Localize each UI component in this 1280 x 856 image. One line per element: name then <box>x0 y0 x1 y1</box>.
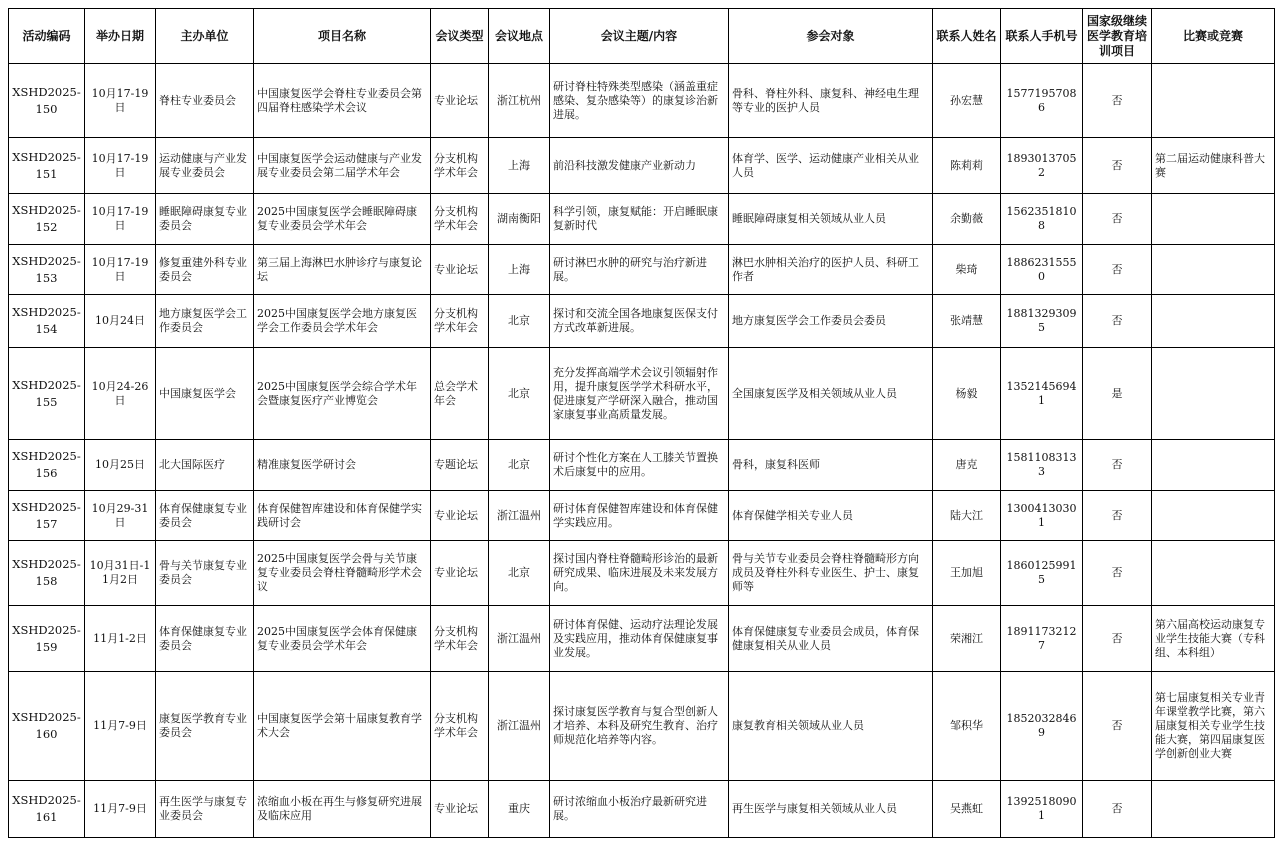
cell-contest <box>1152 64 1275 138</box>
cell-place: 重庆 <box>489 781 550 838</box>
cell-name: 2025中国康复医学会睡眠障碍康复专业委员会学术年会 <box>254 194 431 245</box>
cell-phone: 18862315550 <box>1001 245 1083 295</box>
cell-name: 2025中国康复医学会体育保健康复专业委员会学术年会 <box>254 606 431 672</box>
cell-name: 精准康复医学研讨会 <box>254 440 431 491</box>
cell-org: 脊柱专业委员会 <box>156 64 254 138</box>
table-row <box>9 541 1275 606</box>
header-place: 会议地点 <box>489 9 550 64</box>
cell-audience: 体育保健学相关专业人员 <box>729 491 933 541</box>
cell-type: 专业论坛 <box>431 491 489 541</box>
cell-code: XSHD2025-161 <box>9 781 85 838</box>
cell-name: 中国康复医学会脊柱专业委员会第四届脊柱感染学术会议 <box>254 64 431 138</box>
cell-code: XSHD2025-156 <box>9 440 85 491</box>
table-row <box>9 348 1275 440</box>
cell-topic: 探讨康复医学教育与复合型创新人才培养、本科及研究生教育、治疗师规范化培养等内容。 <box>550 672 729 781</box>
cell-audience: 骨科，康复科医师 <box>729 440 933 491</box>
table-row <box>9 672 1275 781</box>
cell-cme: 否 <box>1083 672 1152 781</box>
cell-org: 康复医学教育专业委员会 <box>156 672 254 781</box>
cell-type: 总会学术年会 <box>431 348 489 440</box>
cell-place: 北京 <box>489 440 550 491</box>
cell-contest: 第七届康复相关专业青年课堂教学比赛，第六届康复相关专业学生技能大赛，第四届康复医学创新创业大赛 <box>1152 672 1275 781</box>
cell-date: 10月29-31日 <box>85 491 156 541</box>
cell-topic: 探讨国内脊柱脊髓畸形诊治的最新研究成果、临床进展及未来发展方向。 <box>550 541 729 606</box>
cell-audience: 再生医学与康复相关领域从业人员 <box>729 781 933 838</box>
cell-code: XSHD2025-151 <box>9 138 85 194</box>
cell-contact: 陈莉莉 <box>933 138 1001 194</box>
table-row <box>9 194 1275 245</box>
cell-code: XSHD2025-152 <box>9 194 85 245</box>
cell-name: 2025中国康复医学会骨与关节康复专业委员会脊柱脊髓畸形学术会议 <box>254 541 431 606</box>
cell-phone: 13925180901 <box>1001 781 1083 838</box>
cell-type: 专业论坛 <box>431 64 489 138</box>
cell-code: XSHD2025-150 <box>9 64 85 138</box>
cell-topic: 研讨体育保健、运动疗法理论发展及实践应用，推动体育保健康复事业发展。 <box>550 606 729 672</box>
cell-audience: 骨科、脊柱外科、康复科、神经电生理等专业的医护人员 <box>729 64 933 138</box>
cell-topic: 研讨浓缩血小板治疗最新研究进展。 <box>550 781 729 838</box>
header-cme: 国家级继续医学教育培训项目 <box>1083 9 1152 64</box>
cell-type: 专业论坛 <box>431 781 489 838</box>
cell-cme: 否 <box>1083 194 1152 245</box>
cell-contest: 第六届高校运动康复专业学生技能大赛（专科组、本科组） <box>1152 606 1275 672</box>
cell-org: 再生医学与康复专业委员会 <box>156 781 254 838</box>
cell-code: XSHD2025-153 <box>9 245 85 295</box>
cell-cme: 是 <box>1083 348 1152 440</box>
cell-place: 北京 <box>489 348 550 440</box>
activity-table <box>8 8 1275 838</box>
cell-phone: 18520328469 <box>1001 672 1083 781</box>
cell-cme: 否 <box>1083 491 1152 541</box>
table-wrapper <box>8 8 1275 838</box>
cell-phone: 13004130301 <box>1001 491 1083 541</box>
cell-contact: 荣湘江 <box>933 606 1001 672</box>
cell-date: 11月7-9日 <box>85 781 156 838</box>
cell-contest <box>1152 245 1275 295</box>
cell-contest <box>1152 295 1275 348</box>
cell-type: 分支机构学术年会 <box>431 606 489 672</box>
table-row <box>9 781 1275 838</box>
cell-phone: 18601259915 <box>1001 541 1083 606</box>
cell-code: XSHD2025-157 <box>9 491 85 541</box>
cell-org: 中国康复医学会 <box>156 348 254 440</box>
cell-name: 体育保健智库建设和体育保健学实践研讨会 <box>254 491 431 541</box>
cell-contest <box>1152 348 1275 440</box>
cell-topic: 充分发挥高端学术会议引领辐射作用，提升康复医学学术科研水平，促进康复产学研深入融合，推动国家康复事业高质量发展。 <box>550 348 729 440</box>
cell-code: XSHD2025-155 <box>9 348 85 440</box>
header-topic: 会议主题/内容 <box>550 9 729 64</box>
cell-date: 10月24-26日 <box>85 348 156 440</box>
cell-contact: 余勤薇 <box>933 194 1001 245</box>
header-type: 会议类型 <box>431 9 489 64</box>
table-row <box>9 138 1275 194</box>
cell-date: 10月24日 <box>85 295 156 348</box>
cell-phone: 15623518108 <box>1001 194 1083 245</box>
cell-contact: 王加旭 <box>933 541 1001 606</box>
cell-name: 第三届上海淋巴水肿诊疗与康复论坛 <box>254 245 431 295</box>
cell-date: 10月31日-11月2日 <box>85 541 156 606</box>
cell-name: 中国康复医学会运动健康与产业发展专业委员会第二届学术年会 <box>254 138 431 194</box>
cell-topic: 探讨和交流全国各地康复医保支付方式改革新进展。 <box>550 295 729 348</box>
header-audience: 参会对象 <box>729 9 933 64</box>
cell-name: 2025中国康复医学会综合学术年会暨康复医疗产业博览会 <box>254 348 431 440</box>
cell-cme: 否 <box>1083 606 1152 672</box>
cell-name: 中国康复医学会第十届康复教育学术大会 <box>254 672 431 781</box>
cell-org: 北大国际医疗 <box>156 440 254 491</box>
header-row <box>9 9 1275 64</box>
cell-code: XSHD2025-159 <box>9 606 85 672</box>
cell-contact: 唐克 <box>933 440 1001 491</box>
cell-contest <box>1152 781 1275 838</box>
cell-place: 浙江温州 <box>489 491 550 541</box>
cell-org: 体育保健康复专业委员会 <box>156 606 254 672</box>
cell-audience: 康复教育相关领域从业人员 <box>729 672 933 781</box>
table-row <box>9 491 1275 541</box>
header-code: 活动编码 <box>9 9 85 64</box>
cell-phone: 15811083133 <box>1001 440 1083 491</box>
cell-phone: 18930137052 <box>1001 138 1083 194</box>
cell-contest <box>1152 491 1275 541</box>
cell-type: 分支机构学术年会 <box>431 138 489 194</box>
cell-topic: 前沿科技激发健康产业新动力 <box>550 138 729 194</box>
cell-topic: 研讨体育保健智库建设和体育保健学实践应用。 <box>550 491 729 541</box>
cell-audience: 淋巴水肿相关治疗的医护人员、科研工作者 <box>729 245 933 295</box>
table-row <box>9 295 1275 348</box>
cell-contact: 张靖慧 <box>933 295 1001 348</box>
cell-contest <box>1152 541 1275 606</box>
cell-date: 10月17-19日 <box>85 64 156 138</box>
cell-audience: 地方康复医学会工作委员会委员 <box>729 295 933 348</box>
cell-cme: 否 <box>1083 64 1152 138</box>
table-body <box>9 64 1275 838</box>
cell-audience: 体育学、医学、运动健康产业相关从业人员 <box>729 138 933 194</box>
header-name: 项目名称 <box>254 9 431 64</box>
header-contact: 联系人姓名 <box>933 9 1001 64</box>
cell-place: 北京 <box>489 295 550 348</box>
cell-date: 10月25日 <box>85 440 156 491</box>
header-org: 主办单位 <box>156 9 254 64</box>
cell-audience: 骨与关节专业委员会脊柱脊髓畸形方向成员及脊柱外科专业医生、护士、康复师等 <box>729 541 933 606</box>
cell-org: 修复重建外科专业委员会 <box>156 245 254 295</box>
cell-contact: 杨毅 <box>933 348 1001 440</box>
cell-org: 体育保健康复专业委员会 <box>156 491 254 541</box>
header-date: 举办日期 <box>85 9 156 64</box>
cell-contest: 第二届运动健康科普大赛 <box>1152 138 1275 194</box>
cell-code: XSHD2025-154 <box>9 295 85 348</box>
cell-type: 分支机构学术年会 <box>431 295 489 348</box>
cell-date: 10月17-19日 <box>85 194 156 245</box>
cell-name: 2025中国康复医学会地方康复医学会工作委员会学术年会 <box>254 295 431 348</box>
cell-phone: 15771957086 <box>1001 64 1083 138</box>
cell-place: 上海 <box>489 245 550 295</box>
cell-phone: 13521456941 <box>1001 348 1083 440</box>
cell-place: 浙江杭州 <box>489 64 550 138</box>
cell-type: 专业论坛 <box>431 245 489 295</box>
cell-audience: 体育保健康复专业委员会成员，体育保健康复相关从业人员 <box>729 606 933 672</box>
cell-type: 专业论坛 <box>431 541 489 606</box>
cell-topic: 研讨个性化方案在人工膝关节置换术后康复中的应用。 <box>550 440 729 491</box>
cell-phone: 18911732127 <box>1001 606 1083 672</box>
cell-contest <box>1152 440 1275 491</box>
cell-code: XSHD2025-160 <box>9 672 85 781</box>
cell-place: 湖南衡阳 <box>489 194 550 245</box>
cell-place: 浙江温州 <box>489 606 550 672</box>
cell-contact: 吴燕虹 <box>933 781 1001 838</box>
cell-type: 专题论坛 <box>431 440 489 491</box>
cell-contest <box>1152 194 1275 245</box>
cell-cme: 否 <box>1083 440 1152 491</box>
cell-date: 11月7-9日 <box>85 672 156 781</box>
cell-audience: 全国康复医学及相关领域从业人员 <box>729 348 933 440</box>
cell-place: 北京 <box>489 541 550 606</box>
cell-date: 11月1-2日 <box>85 606 156 672</box>
cell-org: 运动健康与产业发展专业委员会 <box>156 138 254 194</box>
cell-topic: 研讨淋巴水肿的研究与治疗新进展。 <box>550 245 729 295</box>
cell-type: 分支机构学术年会 <box>431 672 489 781</box>
cell-place: 上海 <box>489 138 550 194</box>
cell-topic: 研讨脊柱特殊类型感染（涵盖重症感染、复杂感染等）的康复诊治新进展。 <box>550 64 729 138</box>
cell-cme: 否 <box>1083 245 1152 295</box>
cell-topic: 科学引领，康复赋能：开启睡眠康复新时代 <box>550 194 729 245</box>
cell-cme: 否 <box>1083 138 1152 194</box>
header-phone: 联系人手机号 <box>1001 9 1083 64</box>
cell-org: 睡眠障碍康复专业委员会 <box>156 194 254 245</box>
cell-name: 浓缩血小板在再生与修复研究进展及临床应用 <box>254 781 431 838</box>
table-row <box>9 606 1275 672</box>
cell-contact: 邹积华 <box>933 672 1001 781</box>
cell-date: 10月17-19日 <box>85 245 156 295</box>
header-contest: 比赛或竞赛 <box>1152 9 1275 64</box>
cell-date: 10月17-19日 <box>85 138 156 194</box>
cell-cme: 否 <box>1083 541 1152 606</box>
cell-cme: 否 <box>1083 781 1152 838</box>
cell-org: 骨与关节康复专业委员会 <box>156 541 254 606</box>
cell-contact: 柴琦 <box>933 245 1001 295</box>
table-row <box>9 440 1275 491</box>
cell-contact: 陆大江 <box>933 491 1001 541</box>
cell-phone: 18813293095 <box>1001 295 1083 348</box>
cell-audience: 睡眠障碍康复相关领域从业人员 <box>729 194 933 245</box>
cell-cme: 否 <box>1083 295 1152 348</box>
cell-type: 分支机构学术年会 <box>431 194 489 245</box>
cell-contact: 孙宏慧 <box>933 64 1001 138</box>
cell-org: 地方康复医学会工作委员会 <box>156 295 254 348</box>
cell-place: 浙江温州 <box>489 672 550 781</box>
table-row <box>9 64 1275 138</box>
cell-code: XSHD2025-158 <box>9 541 85 606</box>
table-row <box>9 245 1275 295</box>
